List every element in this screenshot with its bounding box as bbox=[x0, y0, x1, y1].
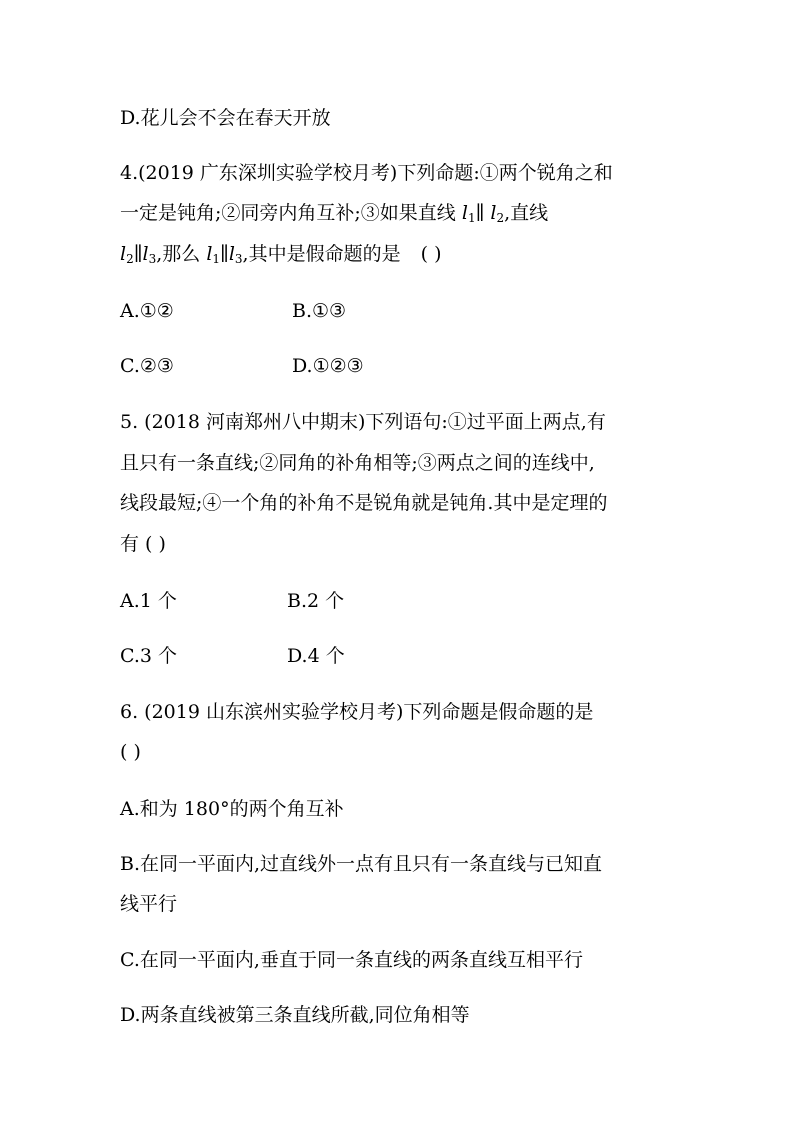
q5-line-4: 有 ( ) bbox=[120, 533, 166, 555]
parallel-symbol: ∥ bbox=[133, 243, 143, 265]
q4-option-d: D.①②③ bbox=[292, 355, 364, 377]
q6-option-b-line-2: 线平行 bbox=[120, 893, 178, 915]
subscript: 2 bbox=[126, 252, 134, 266]
line-symbol: l bbox=[206, 243, 213, 265]
q4-line-3 bbox=[120, 242, 442, 271]
line-symbol: l bbox=[228, 243, 235, 265]
q6-option-d: D.两条直线被第三条直线所截,同位角相等 bbox=[120, 1004, 470, 1026]
q5-option-b: B.2 个 bbox=[287, 590, 345, 612]
line-symbol: l bbox=[490, 202, 497, 224]
q5-line-1: 5. (2018 河南郑州八中期末)下列语句:①过平面上两点,有 bbox=[120, 411, 606, 433]
q5-option-d: D.4 个 bbox=[287, 645, 345, 667]
answer-blank: ( ) bbox=[420, 243, 442, 265]
q3-option-d: D.花儿会不会在春天开放 bbox=[120, 107, 331, 129]
parallel-symbol: ∥ bbox=[475, 202, 485, 224]
subscript: 1 bbox=[212, 252, 221, 266]
q6-option-c: C.在同一平面内,垂直于同一条直线的两条直线互相平行 bbox=[120, 949, 583, 971]
q4-option-b: B.①③ bbox=[292, 300, 347, 322]
subscript: 1 bbox=[467, 211, 476, 225]
q5-line-2: 且只有一条直线;②同角的补角相等;③两点之间的连线中, bbox=[120, 452, 595, 474]
q6-option-a: A.和为 180°的两个角互补 bbox=[120, 798, 344, 820]
q4-option-a: A.①② bbox=[120, 300, 174, 322]
q5-line-3: 线段最短;④一个角的补角不是锐角就是钝角.其中是定理的 bbox=[120, 492, 608, 514]
subscript: 3 bbox=[234, 252, 243, 266]
line-symbol: l bbox=[461, 202, 468, 224]
q4-line-2-text: 一定是钝角;②同旁内角互补;③如果直线 bbox=[120, 202, 456, 224]
q6-option-b-line-1: B.在同一平面内,过直线外一点有且只有一条直线与已知直 bbox=[120, 853, 603, 875]
q5-option-c: C.3 个 bbox=[120, 645, 178, 667]
line-symbol: l bbox=[120, 243, 127, 265]
q4-line-3-a: ,那么 bbox=[156, 243, 201, 265]
q6-line-2: ( ) bbox=[120, 741, 141, 763]
line-symbol: l bbox=[142, 243, 149, 265]
q6-line-1: 6. (2019 山东滨州实验学校月考)下列命题是假命题的是 bbox=[120, 701, 594, 723]
q4-line-2 bbox=[120, 201, 548, 230]
q4-line-2-end: ,直线 bbox=[504, 202, 549, 224]
subscript: 2 bbox=[496, 211, 505, 225]
q4-line-1: 4.(2019 广东深圳实验学校月考)下列命题:①两个锐角之和 bbox=[120, 162, 613, 184]
q4-line-3-b: ,其中是假命题的是 bbox=[242, 243, 401, 265]
subscript: 3 bbox=[148, 252, 157, 266]
parallel-symbol: ∥ bbox=[220, 243, 229, 265]
q4-option-c: C.②③ bbox=[120, 355, 174, 377]
q5-option-a: A.1 个 bbox=[120, 590, 177, 612]
